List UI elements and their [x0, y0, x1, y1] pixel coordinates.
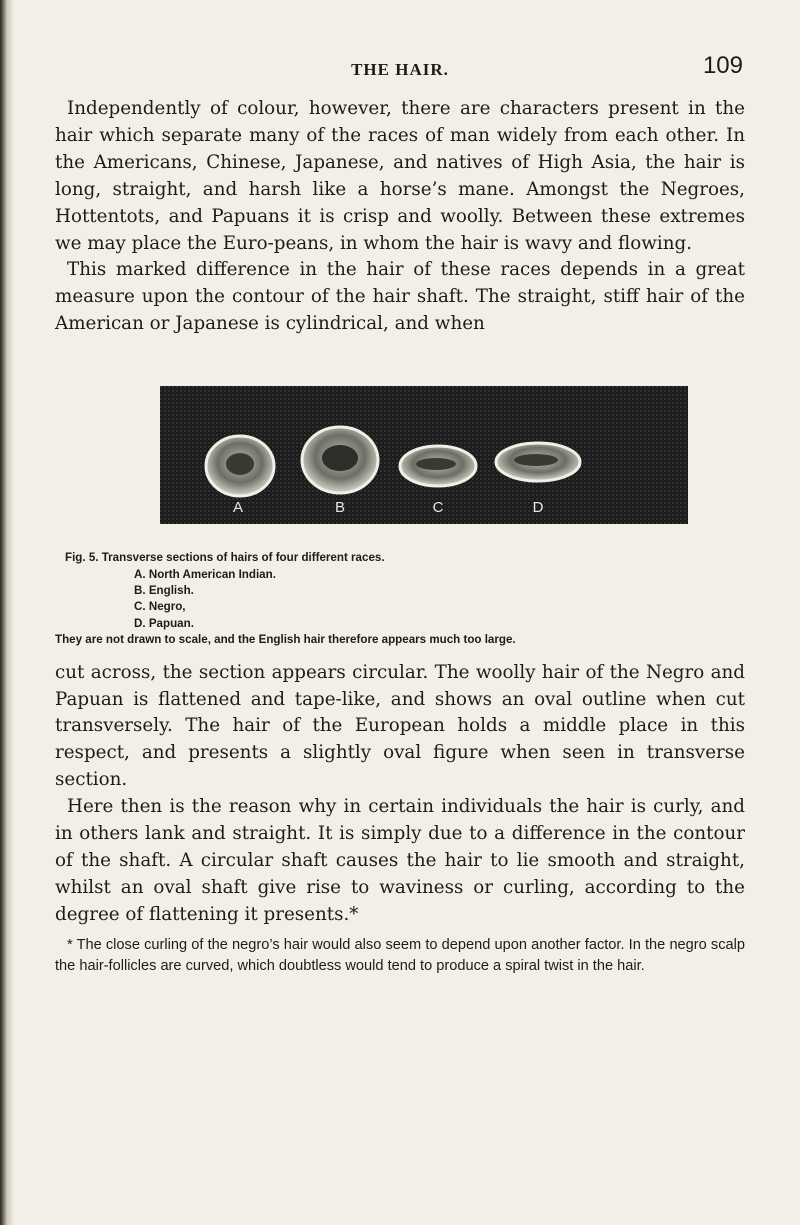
book-page [55, 50, 745, 978]
caption-item-a: A. North American Indian. [134, 567, 276, 581]
label-b: B [334, 499, 346, 517]
section-d-shape [496, 443, 580, 481]
section-b-shape [302, 427, 378, 493]
section-c-shape [400, 446, 476, 486]
paragraph-4: Here then is the reason why in certain individuals the hair is curly, and in others lank and straight. It is simply due to a difference in the contour of the shaft. A circular shaft causes the hair to lie smooth and straight, whilst an oval shaft give rise to waviness or curling, according to the degree of flattening it presents.* [55, 796, 745, 925]
caption-item-d: D. Papuan. [134, 616, 194, 630]
running-head [55, 50, 745, 84]
section-a-shape [206, 436, 274, 496]
page-number: 109 [702, 52, 743, 79]
figure-caption [55, 550, 745, 648]
figure-hair-sections [160, 386, 688, 524]
paragraph-1: Independently of colour, however, there are characters present in the hair which separate many of the races of man widely from each other. In the Americans, Chinese, Japanese, and natives of High Asia, the hair is long, straight, and harsh like a horse’s mane. Amongst the Negroes, Hottentots, and Papuans it is crisp and woolly. Between these extremes we may place the Euro-peans, in whom the hair is wavy and flowing. [55, 98, 745, 254]
paragraph-3: cut across, the section appears circular. The woolly hair of the Negro and Papuan is flattened and tape-like, and shows an oval outline when cut transversely. The hair of the European holds a middle place in this respect, and presents a slightly oval figure when seen in transverse section. [55, 661, 745, 791]
caption-item-b: B. English. [134, 583, 194, 597]
footnote: * The close curling of the negro’s hair would also seem to depend upon another factor. In the negro scalp the hair-follicles are curved, which doubtless would tend to produce a spiral twist in the hair. [55, 936, 745, 975]
figure-illustration [160, 386, 688, 524]
caption-note: They are not drawn to scale, and the English hair therefore appears much too large. [55, 633, 516, 647]
label-a: A [232, 499, 244, 517]
running-title: THE HAIR. [351, 60, 449, 79]
paragraph-2: This marked difference in the hair of these races depends in a great measure upon the contour of the hair shaft. The straight, stiff hair of the American or Japanese is cylindrical, and when [55, 259, 745, 335]
book-spine-shadow [0, 0, 14, 1225]
label-d: D [532, 499, 544, 517]
label-c: C [432, 499, 444, 517]
caption-title: Fig. 5. Transverse sections of hairs of four different races. [65, 551, 385, 565]
caption-item-c: C. Negro, [134, 600, 186, 614]
